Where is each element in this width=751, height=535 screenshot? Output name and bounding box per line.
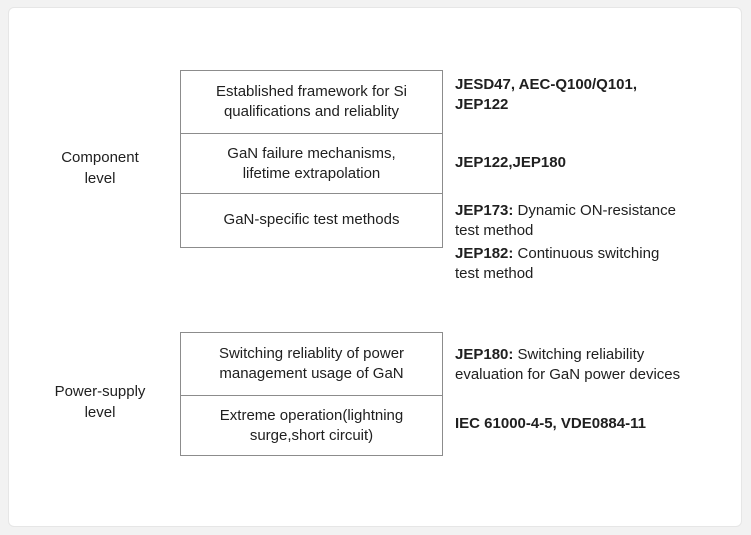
standards-line1: JEP122,JEP180 xyxy=(455,154,566,171)
standard-jep182 xyxy=(455,244,735,284)
row-text-line2: management usage of GaN xyxy=(219,365,404,382)
table-row-gan-failure xyxy=(181,133,442,193)
standards-gan-test-methods xyxy=(455,201,735,284)
table-row-gan-test-methods xyxy=(181,193,442,247)
standard-desc-cont: test method xyxy=(455,222,534,239)
standard-desc-cont: test method xyxy=(455,265,534,282)
table-row-extreme-operation xyxy=(181,395,442,455)
component-level-table xyxy=(180,70,443,248)
row-text-line1: GaN-specific test methods xyxy=(223,211,400,228)
standard-jep173 xyxy=(455,201,735,241)
table-row-si-framework xyxy=(181,71,442,133)
power-supply-level-table xyxy=(180,332,443,456)
standards-line2: JEP122 xyxy=(455,96,509,113)
row-text-line2: surge,short circuit) xyxy=(249,426,374,444)
component-level-label xyxy=(35,147,165,189)
component-level-label-line2: level xyxy=(84,170,116,187)
standards-gan-failure xyxy=(455,153,735,173)
standard-code: JEP182: xyxy=(455,245,514,262)
power-supply-level-label xyxy=(35,381,165,423)
standards-line1: IEC 61000-4-5, VDE0884-11 xyxy=(455,415,646,432)
standards-switching-reliability xyxy=(455,345,735,385)
standard-desc: Switching reliability xyxy=(513,346,645,363)
row-text-line2: lifetime extrapolation xyxy=(242,164,381,182)
standard-desc: Dynamic ON-resistance xyxy=(513,202,676,219)
row-text-line2: qualifications and reliablity xyxy=(223,103,400,120)
standards-line1: JESD47, AEC-Q100/Q101, xyxy=(455,76,638,93)
standards-extreme-operation xyxy=(455,414,735,434)
row-text-line1: Established framework for Si xyxy=(216,83,407,100)
standard-desc-cont: evaluation for GaN power devices xyxy=(455,366,681,383)
row-text-line1: Switching reliablity of power xyxy=(218,345,405,362)
row-text-line1: GaN failure mechanisms, xyxy=(227,144,396,162)
standard-code: JEP173: xyxy=(455,202,514,219)
power-supply-level-label-line1: Power-supply xyxy=(54,383,146,400)
table-row-switching-reliability xyxy=(181,333,442,395)
standard-code: JEP180: xyxy=(455,346,514,363)
power-supply-level-label-line2: level xyxy=(84,404,116,421)
standard-desc: Continuous switching xyxy=(513,245,660,262)
standards-si-framework xyxy=(455,75,735,115)
component-level-label-line1: Component xyxy=(61,149,139,166)
row-text-line1: Extreme operation(lightning xyxy=(219,406,404,424)
